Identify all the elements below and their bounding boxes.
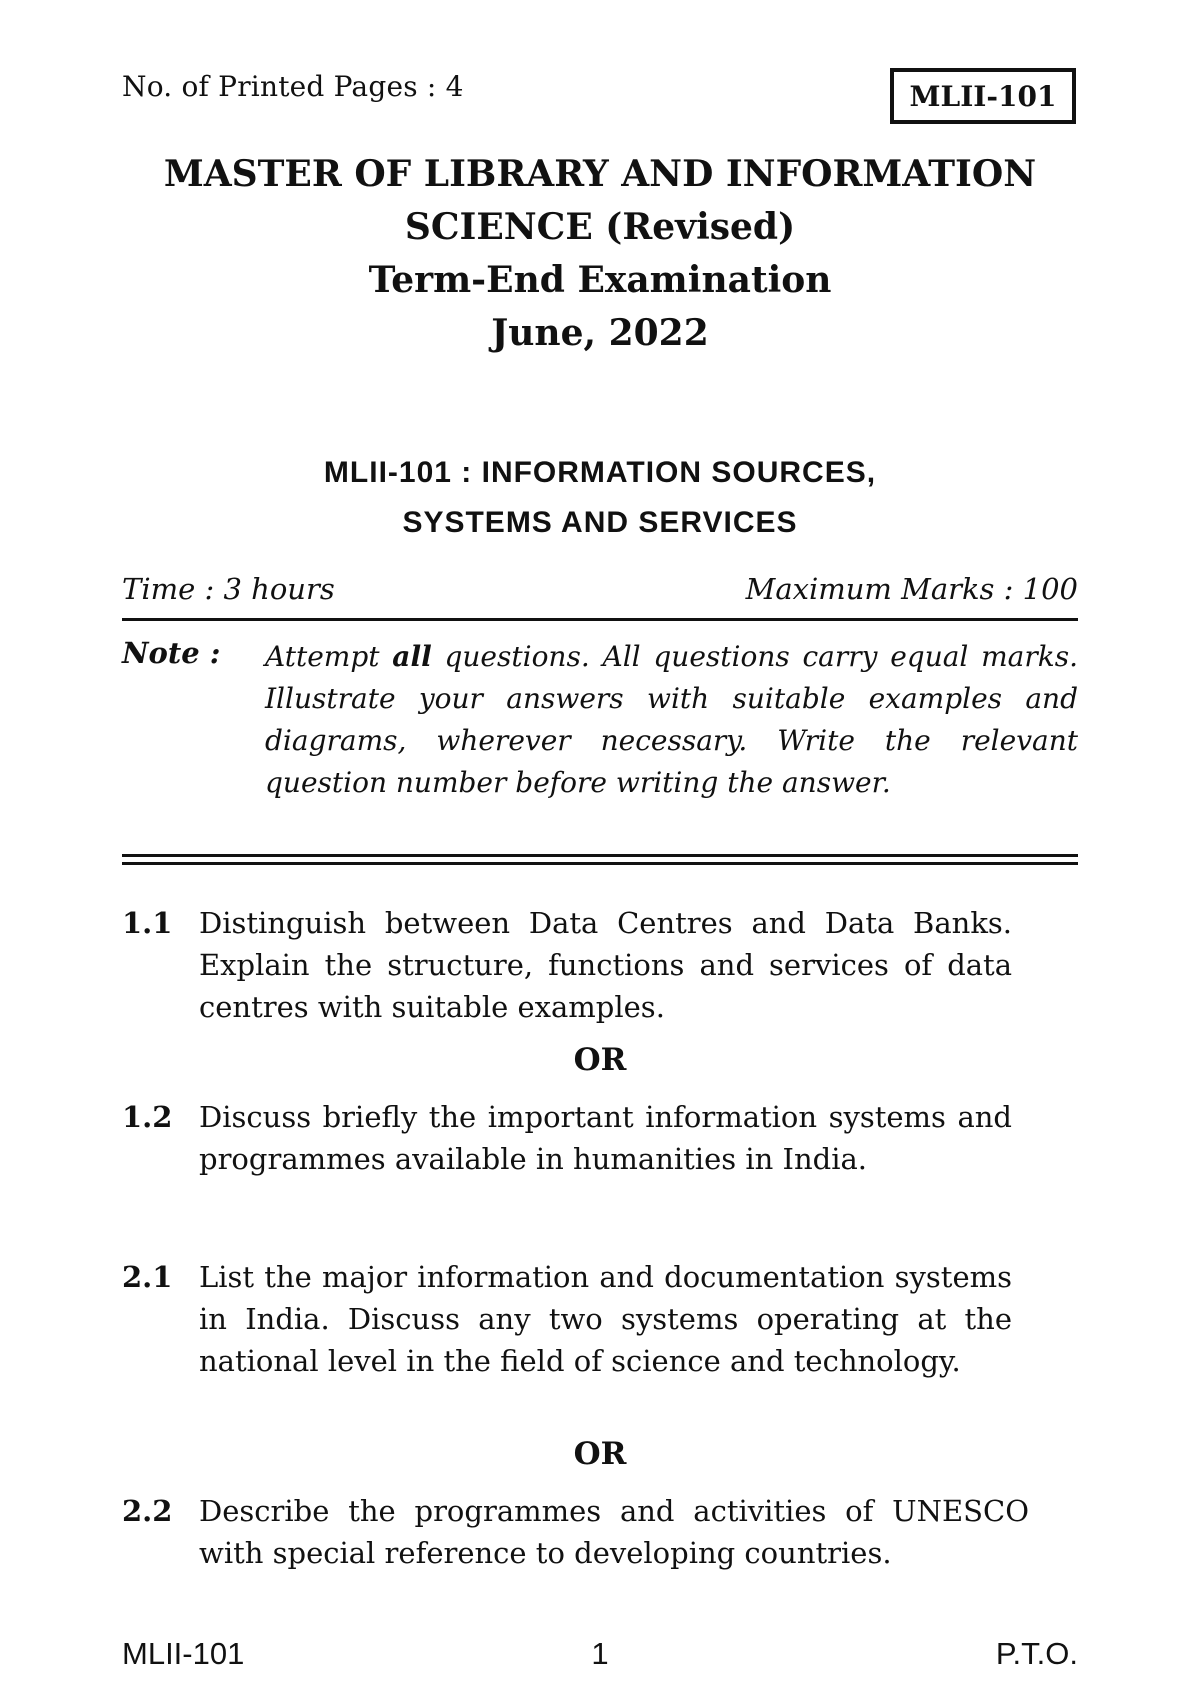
question-number: 1.2 — [122, 1100, 173, 1134]
question-text: Discuss briefly the important information systems and programmes available in humanities in India. — [199, 1100, 1012, 1176]
question-number: 2.2 — [122, 1494, 173, 1528]
paper-code-box — [890, 68, 1076, 124]
footer-page-number: 1 — [591, 1636, 609, 1671]
title-line-1: MASTER OF LIBRARY AND INFORMATION — [163, 153, 1037, 195]
course-line-1: MLII-101 : INFORMATION SOURCES, — [323, 456, 877, 489]
maximum-marks: Maximum Marks : 100 — [745, 572, 1078, 606]
double-rule-top — [122, 854, 1078, 857]
title-line-3: Term-End Examination — [368, 259, 832, 301]
printed-pages-count: No. of Printed Pages : 4 — [122, 70, 464, 103]
divider-rule — [122, 618, 1078, 621]
course-line-2: SYSTEMS AND SERVICES — [402, 506, 798, 539]
note-text-start: Attempt — [265, 640, 393, 673]
exam-title — [100, 148, 1100, 360]
footer-pto: P.T.O. — [995, 1636, 1078, 1671]
time-allowed: Time : 3 hours — [122, 572, 335, 606]
question-number: 2.1 — [122, 1260, 173, 1294]
footer-paper-code: MLII-101 — [122, 1636, 245, 1671]
or-separator: OR — [573, 1436, 627, 1472]
question-text: List the major information and documentation systems in India. Discuss any two systems operating at the national level in the field of science and technology. — [199, 1260, 1012, 1378]
note-text-rest: questions. All questions carry equal marks. Illustrate your answers with suitable examples and diagrams, wherever necessary. Write the relevant question number before writing the answer. — [265, 640, 1078, 799]
course-title — [100, 448, 1100, 548]
paper-code: MLII-101 — [909, 79, 1057, 113]
or-separator: OR — [573, 1042, 627, 1078]
note-text — [265, 636, 1078, 804]
title-line-4: June, 2022 — [491, 312, 709, 354]
question-number: 1.1 — [122, 906, 173, 940]
question-text: Distinguish between Data Centres and Data Banks. Explain the structure, functions and services of data centres with suitable examples. — [199, 906, 1012, 1024]
exam-info-row — [122, 572, 1078, 606]
note-label: Note : — [122, 636, 221, 670]
question-text: Describe the programmes and activities of UNESCO with special reference to developing countries. — [199, 1494, 1029, 1570]
note-text-emphasis: all — [392, 640, 432, 673]
double-rule-bottom — [122, 862, 1078, 865]
title-line-2: SCIENCE (Revised) — [404, 206, 796, 248]
